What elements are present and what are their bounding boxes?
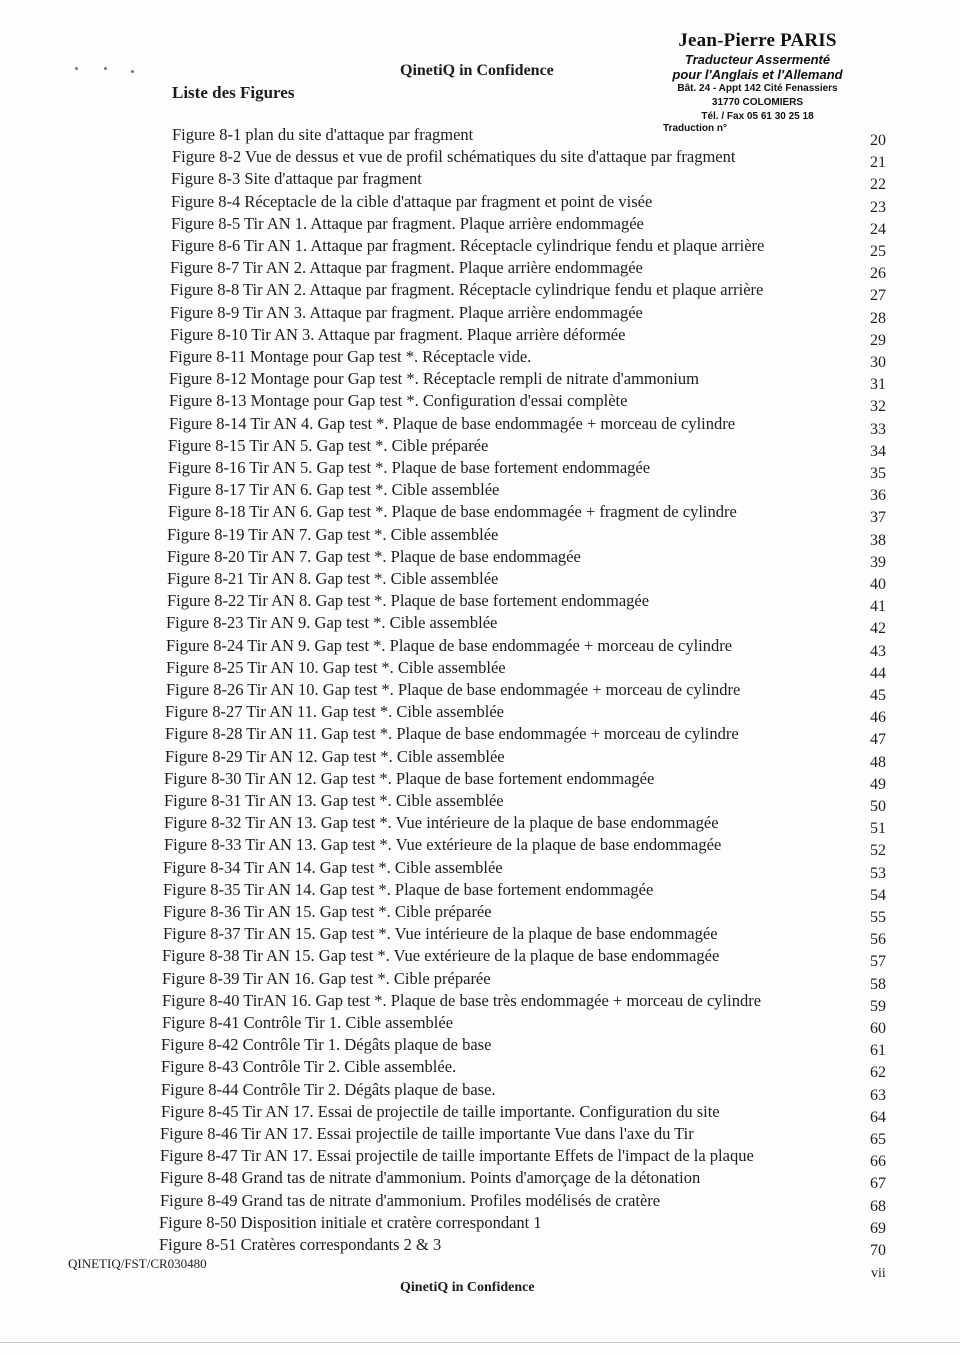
figure-title: Figure 8-11 Montage pour Gap test *. Réceptacle vide. <box>169 347 532 366</box>
figure-page-number: 35 <box>870 465 886 482</box>
figure-title: Figure 8-23 Tir AN 9. Gap test *. Cible assemblée <box>166 613 498 632</box>
figure-page-number: 68 <box>870 1198 886 1215</box>
figure-page-number: 40 <box>870 576 886 593</box>
figure-page-number: 22 <box>870 176 886 193</box>
figure-title: Figure 8-3 Site d'attaque par fragment <box>171 169 422 188</box>
figure-title: Figure 8-26 Tir AN 10. Gap test *. Plaque de base endommagée + morceau de cylindre <box>166 680 741 699</box>
figure-title: Figure 8-7 Tir AN 2. Attaque par fragment. Plaque arrière endommagée <box>170 258 643 277</box>
figure-page-number: 67 <box>870 1175 886 1192</box>
figure-page-number: 38 <box>870 532 886 549</box>
figure-title: Figure 8-24 Tir AN 9. Gap test *. Plaque de base endommagée + morceau de cylindre <box>166 636 733 655</box>
figure-page-number: 50 <box>870 798 886 815</box>
figure-title: Figure 8-47 Tir AN 17. Essai projectile de taille importante Effets de l'impact de la plaque <box>160 1146 754 1165</box>
figure-title: Figure 8-15 Tir AN 5. Gap test *. Cible préparée <box>168 436 489 455</box>
scan-speck <box>75 67 78 70</box>
stamp-address-line1: Bât. 24 - Appt 142 Cité Fenassiers <box>677 83 838 94</box>
figure-page-number: 25 <box>870 243 886 260</box>
figure-title: Figure 8-21 Tir AN 8. Gap test *. Cible assemblée <box>167 569 499 588</box>
figure-title: Figure 8-5 Tir AN 1. Attaque par fragment. Plaque arrière endommagée <box>171 214 644 233</box>
figure-title: Figure 8-41 Contrôle Tir 1. Cible assemblée <box>162 1013 454 1032</box>
figure-page-number: 43 <box>870 643 886 660</box>
stamp-phone: Tél. / Fax 05 61 30 25 18 <box>701 111 814 122</box>
document-reference: QINETIQ/FST/CR030480 <box>68 1256 207 1271</box>
figure-page-number: 55 <box>870 909 886 926</box>
figure-title: Figure 8-33 Tir AN 13. Gap test *. Vue extérieure de la plaque de base endommagée <box>164 835 722 854</box>
stamp-role-line1: Traducteur Assermenté <box>684 52 831 67</box>
figure-page-number: 65 <box>870 1131 886 1148</box>
figure-page-number: 49 <box>870 776 886 793</box>
figure-title: Figure 8-32 Tir AN 13. Gap test *. Vue intérieure de la plaque de base endommagée <box>164 813 719 832</box>
figure-title: Figure 8-20 Tir AN 7. Gap test *. Plaque de base endommagée <box>167 547 581 566</box>
figure-page-number: 30 <box>870 354 886 371</box>
figure-title: Figure 8-17 Tir AN 6. Gap test *. Cible assemblée <box>168 480 500 499</box>
figure-title: Figure 8-10 Tir AN 3. Attaque par fragment. Plaque arrière déformée <box>170 325 626 344</box>
page-number: vii <box>871 1266 886 1281</box>
figure-page-number: 21 <box>870 154 886 171</box>
figure-page-number: 36 <box>870 487 886 504</box>
figure-page-number: 70 <box>870 1242 886 1259</box>
figure-title: Figure 8-6 Tir AN 1. Attaque par fragment. Réceptacle cylindrique fendu et plaque arrière <box>171 236 765 255</box>
figure-page-number: 24 <box>870 221 886 238</box>
figure-page-number: 23 <box>870 199 886 216</box>
scan-speck <box>131 70 134 73</box>
figure-page-number: 58 <box>870 976 886 993</box>
figure-title: Figure 8-19 Tir AN 7. Gap test *. Cible assemblée <box>167 525 499 544</box>
figure-title: Figure 8-4 Réceptacle de la cible d'attaque par fragment et point de visée <box>171 192 653 211</box>
figure-title: Figure 8-27 Tir AN 11. Gap test *. Cible assemblée <box>165 702 504 721</box>
figure-title: Figure 8-28 Tir AN 11. Gap test *. Plaque de base endommagée + morceau de cylindre <box>165 724 739 743</box>
figure-title: Figure 8-9 Tir AN 3. Attaque par fragment. Plaque arrière endommagée <box>170 303 643 322</box>
figure-page-number: 62 <box>870 1064 886 1081</box>
figure-title: Figure 8-46 Tir AN 17. Essai projectile de taille importante Vue dans l'axe du Tir <box>160 1124 694 1143</box>
footer-confidentiality: QinetiQ in Confidence <box>400 1280 535 1295</box>
figure-title: Figure 8-31 Tir AN 13. Gap test *. Cible assemblée <box>164 791 504 810</box>
figure-page-number: 34 <box>870 443 886 460</box>
figure-page-number: 42 <box>870 620 886 637</box>
figure-title: Figure 8-30 Tir AN 12. Gap test *. Plaque de base fortement endommagée <box>164 769 655 788</box>
figure-title: Figure 8-39 Tir AN 16. Gap test *. Cible préparée <box>162 969 491 988</box>
translator-stamp <box>645 30 870 135</box>
figure-title: Figure 8-50 Disposition initiale et cratère correspondant 1 <box>159 1213 542 1232</box>
figure-page-number: 31 <box>870 376 886 393</box>
figure-page-number: 52 <box>870 842 886 859</box>
figure-title: Figure 8-45 Tir AN 17. Essai de projectile de taille importante. Configuration du site <box>161 1102 720 1121</box>
figure-page-number: 54 <box>870 887 886 904</box>
scan-speck <box>104 67 107 70</box>
figure-page-number: 33 <box>870 421 886 438</box>
figure-page-number: 57 <box>870 953 886 970</box>
figure-page-number: 60 <box>870 1020 886 1037</box>
figure-title: Figure 8-34 Tir AN 14. Gap test *. Cible assemblée <box>163 858 503 877</box>
figure-page-number: 66 <box>870 1153 886 1170</box>
figure-title: Figure 8-16 Tir AN 5. Gap test *. Plaque de base fortement endommagée <box>168 458 651 477</box>
stamp-translation-label: Traduction n° <box>663 123 727 134</box>
figure-page-number: 61 <box>870 1042 886 1059</box>
figure-title: Figure 8-40 TirAN 16. Gap test *. Plaque de base très endommagée + morceau de cylindre <box>162 991 762 1010</box>
figure-title: Figure 8-1 plan du site d'attaque par fragment <box>172 125 474 144</box>
figure-title: Figure 8-18 Tir AN 6. Gap test *. Plaque de base endommagée + fragment de cylindre <box>168 502 737 521</box>
figure-page-number: 63 <box>870 1087 886 1104</box>
figure-page-number: 37 <box>870 509 886 526</box>
figure-page-number: 39 <box>870 554 886 571</box>
figure-page-number: 56 <box>870 931 886 948</box>
figure-title: Figure 8-38 Tir AN 15. Gap test *. Vue extérieure de la plaque de base endommagée <box>162 946 720 965</box>
figure-title: Figure 8-36 Tir AN 15. Gap test *. Cible préparée <box>163 902 492 921</box>
header-confidentiality: QinetiQ in Confidence <box>400 62 554 79</box>
figure-title: Figure 8-43 Contrôle Tir 2. Cible assemblée. <box>161 1057 457 1076</box>
figure-title: Figure 8-49 Grand tas de nitrate d'ammonium. Profiles modélisés de cratère <box>160 1191 661 1210</box>
figure-page-number: 47 <box>870 731 886 748</box>
figure-page-number: 46 <box>870 709 886 726</box>
figure-page-number: 27 <box>870 287 886 304</box>
figure-title: Figure 8-2 Vue de dessus et vue de profil schématiques du site d'attaque par fragment <box>172 147 736 166</box>
figure-title: Figure 8-25 Tir AN 10. Gap test *. Cible assemblée <box>166 658 506 677</box>
figure-title: Figure 8-14 Tir AN 4. Gap test *. Plaque de base endommagée + morceau de cylindre <box>169 414 736 433</box>
figure-title: Figure 8-8 Tir AN 2. Attaque par fragment. Réceptacle cylindrique fendu et plaque arrière <box>170 280 764 299</box>
figure-title: Figure 8-42 Contrôle Tir 1. Dégâts plaque de base <box>161 1035 492 1054</box>
figure-page-number: 64 <box>870 1109 886 1126</box>
figure-page-number: 29 <box>870 332 886 349</box>
figure-page-number: 53 <box>870 865 886 882</box>
figure-title: Figure 8-51 Cratères correspondants 2 & 3 <box>159 1235 442 1254</box>
figure-title: Figure 8-22 Tir AN 8. Gap test *. Plaque de base fortement endommagée <box>167 591 650 610</box>
figure-page-number: 69 <box>870 1220 886 1237</box>
figure-page-number: 32 <box>870 398 886 415</box>
figure-page-number: 26 <box>870 265 886 282</box>
figure-page-number: 48 <box>870 754 886 771</box>
stamp-role-line2: pour l'Anglais et l'Allemand <box>672 67 843 82</box>
figure-title: Figure 8-44 Contrôle Tir 2. Dégâts plaque de base. <box>161 1080 496 1099</box>
figure-title: Figure 8-13 Montage pour Gap test *. Configuration d'essai complète <box>169 391 628 410</box>
figure-page-number: 20 <box>870 132 886 149</box>
figure-title: Figure 8-35 Tir AN 14. Gap test *. Plaque de base fortement endommagée <box>163 880 654 899</box>
stamp-address-line2: 31770 COLOMIERS <box>711 97 804 108</box>
figure-page-number: 45 <box>870 687 886 704</box>
figure-page-number: 28 <box>870 310 886 327</box>
stamp-name: Jean-Pierre PARIS <box>678 30 837 51</box>
figure-page-number: 51 <box>870 820 886 837</box>
figure-title: Figure 8-12 Montage pour Gap test *. Réceptacle rempli de nitrate d'ammonium <box>169 369 699 388</box>
list-title: Liste des Figures <box>172 83 295 102</box>
figure-title: Figure 8-29 Tir AN 12. Gap test *. Cible assemblée <box>165 747 505 766</box>
figure-title: Figure 8-37 Tir AN 15. Gap test *. Vue intérieure de la plaque de base endommagée <box>163 924 718 943</box>
figure-title: Figure 8-48 Grand tas de nitrate d'ammonium. Points d'amorçage de la détonation <box>160 1168 701 1187</box>
scan-edge-line <box>0 1342 960 1343</box>
figure-page-number: 44 <box>870 665 886 682</box>
figure-page-number: 41 <box>870 598 886 615</box>
figure-page-number: 59 <box>870 998 886 1015</box>
